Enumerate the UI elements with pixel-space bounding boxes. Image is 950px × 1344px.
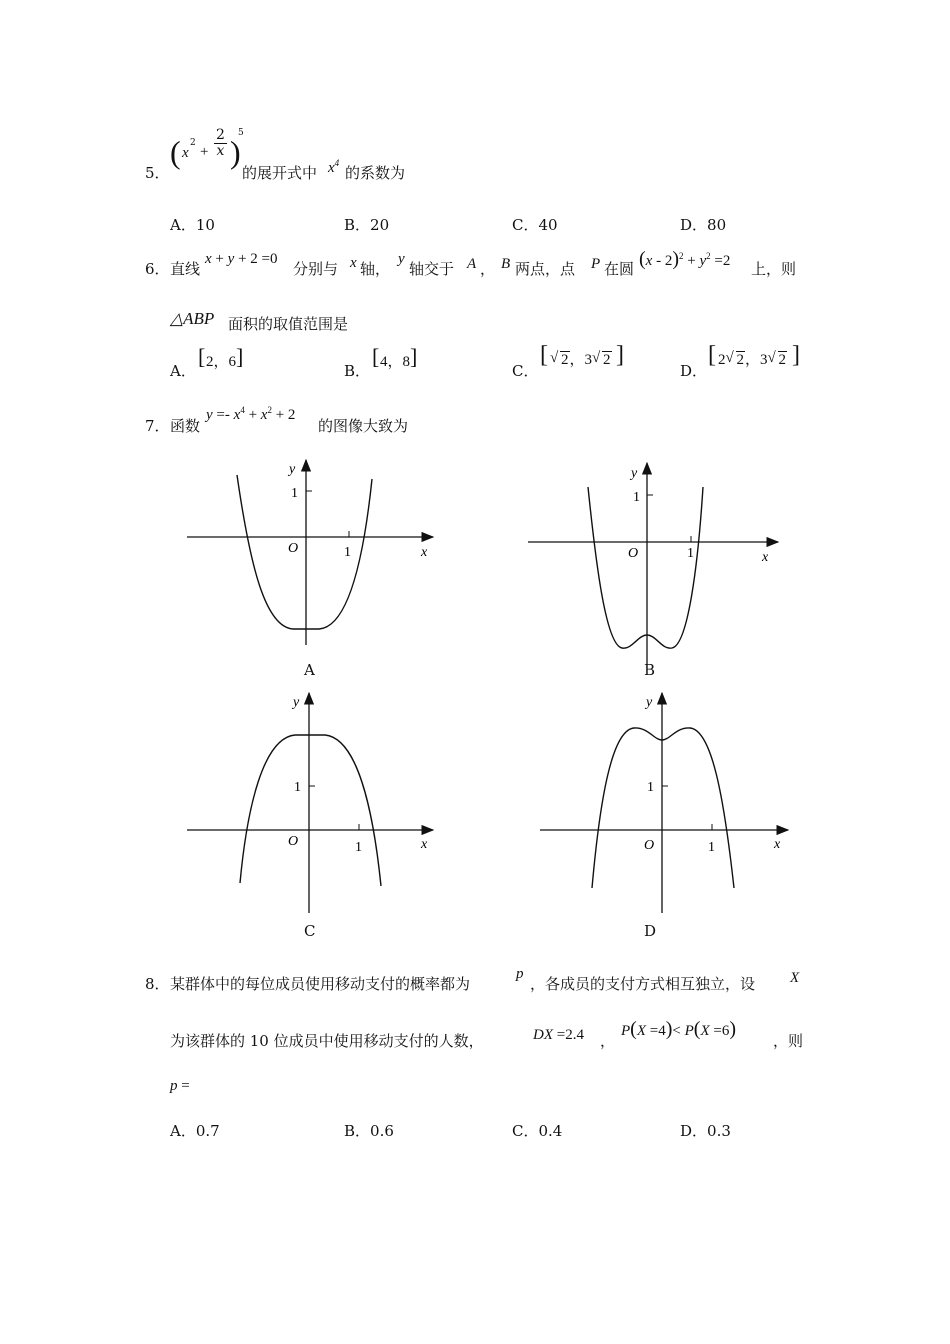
y-axis-label: y bbox=[631, 466, 638, 481]
x-axis-label: x bbox=[762, 550, 769, 565]
question-text: 轴交于 bbox=[409, 260, 455, 278]
question-number: 6． bbox=[145, 260, 170, 278]
y-axis-label: y bbox=[293, 695, 300, 710]
graph-c[interactable] bbox=[175, 688, 445, 918]
option-d[interactable]: D．80 bbox=[680, 216, 727, 234]
graph-d[interactable] bbox=[530, 688, 800, 918]
circle-equation: $(x - 2)^2 + y^2 =2$ bbox=[639, 248, 731, 270]
question-text: ，则 bbox=[773, 1032, 804, 1050]
graph-label: B bbox=[644, 661, 656, 679]
x-axis-label: x bbox=[421, 837, 428, 852]
graph-label: C bbox=[304, 922, 316, 940]
tick-label: 1 bbox=[355, 840, 362, 855]
math-var-x: x bbox=[350, 255, 357, 271]
option-d[interactable]: D．0.3 bbox=[680, 1122, 731, 1140]
question-text: 在圆 bbox=[604, 260, 635, 278]
question-text: 上，则 bbox=[751, 260, 797, 278]
question-text: 的系数为 bbox=[345, 164, 406, 182]
option-a[interactable]: A．0.7 bbox=[170, 1122, 220, 1140]
question-number: 5． bbox=[145, 164, 170, 182]
x-axis-label: x bbox=[774, 837, 781, 852]
point-b: B bbox=[501, 256, 511, 272]
function-equation: $y =- x^4 + x^2 + 2$ bbox=[206, 405, 296, 423]
origin-label: O bbox=[644, 838, 655, 853]
graph-label: A bbox=[304, 661, 315, 679]
y-axis-label: y bbox=[289, 462, 296, 477]
answer-prompt: p = bbox=[170, 1078, 190, 1094]
tick-label: 1 bbox=[344, 545, 351, 560]
y-axis-label: y bbox=[646, 695, 653, 710]
tick-label: 1 bbox=[647, 780, 654, 795]
x-axis-label: x bbox=[421, 545, 428, 560]
math-var-p: p bbox=[516, 966, 524, 982]
option-a[interactable]: A．10 bbox=[170, 216, 215, 234]
question-text: 为该群体的 10 位成员中使用移动支付的人数， bbox=[170, 1032, 484, 1050]
tick-label: 1 bbox=[291, 486, 298, 501]
point-p: P bbox=[591, 256, 601, 272]
question-text: 轴， bbox=[360, 260, 391, 278]
graph-label: D bbox=[644, 922, 657, 940]
question-text: 函数 bbox=[170, 417, 201, 435]
origin-label: O bbox=[288, 541, 299, 556]
question-text: 直线 bbox=[170, 260, 201, 278]
option-b[interactable]: B．20 bbox=[344, 216, 390, 234]
tick-label: 1 bbox=[294, 780, 301, 795]
graph-b[interactable] bbox=[520, 455, 790, 685]
question-text: 面积的取值范围是 bbox=[228, 315, 349, 333]
math-var-y: y bbox=[398, 251, 405, 267]
math-term: $x^4$ bbox=[328, 158, 340, 176]
line-equation: x + y + 2 =0 bbox=[205, 251, 278, 267]
option-c[interactable]: C．40 bbox=[512, 216, 558, 234]
tick-label: 1 bbox=[633, 490, 640, 505]
question-text: 两点，点 bbox=[515, 260, 576, 278]
graph-a[interactable] bbox=[175, 455, 445, 685]
origin-label: O bbox=[288, 834, 299, 849]
question-number: 8． bbox=[145, 975, 170, 993]
question-text: ，各成员的支付方式相互独立，设 bbox=[530, 975, 756, 993]
probability-inequality: P(X =4)< P(X =6) bbox=[621, 1018, 737, 1040]
math-var-x: X bbox=[790, 970, 800, 986]
origin-label: O bbox=[628, 546, 639, 561]
option-c[interactable]: C．0.4 bbox=[512, 1122, 563, 1140]
point-a: A bbox=[467, 256, 477, 272]
tick-label: 1 bbox=[687, 546, 694, 561]
question-number: 7． bbox=[145, 417, 170, 435]
triangle-abp: △ABP bbox=[170, 309, 215, 328]
tick-label: 1 bbox=[708, 840, 715, 855]
variance-expression: DX =2.4 bbox=[533, 1027, 584, 1043]
question-text: 分别与 bbox=[293, 260, 339, 278]
question-text: ， bbox=[480, 260, 496, 278]
option-b[interactable]: B．0.6 bbox=[344, 1122, 394, 1140]
question-text: 的展开式中 bbox=[242, 164, 318, 182]
question-text: 某群体中的每位成员使用移动支付的概率都为 bbox=[170, 975, 471, 993]
question-text: 的图像大致为 bbox=[318, 417, 409, 435]
